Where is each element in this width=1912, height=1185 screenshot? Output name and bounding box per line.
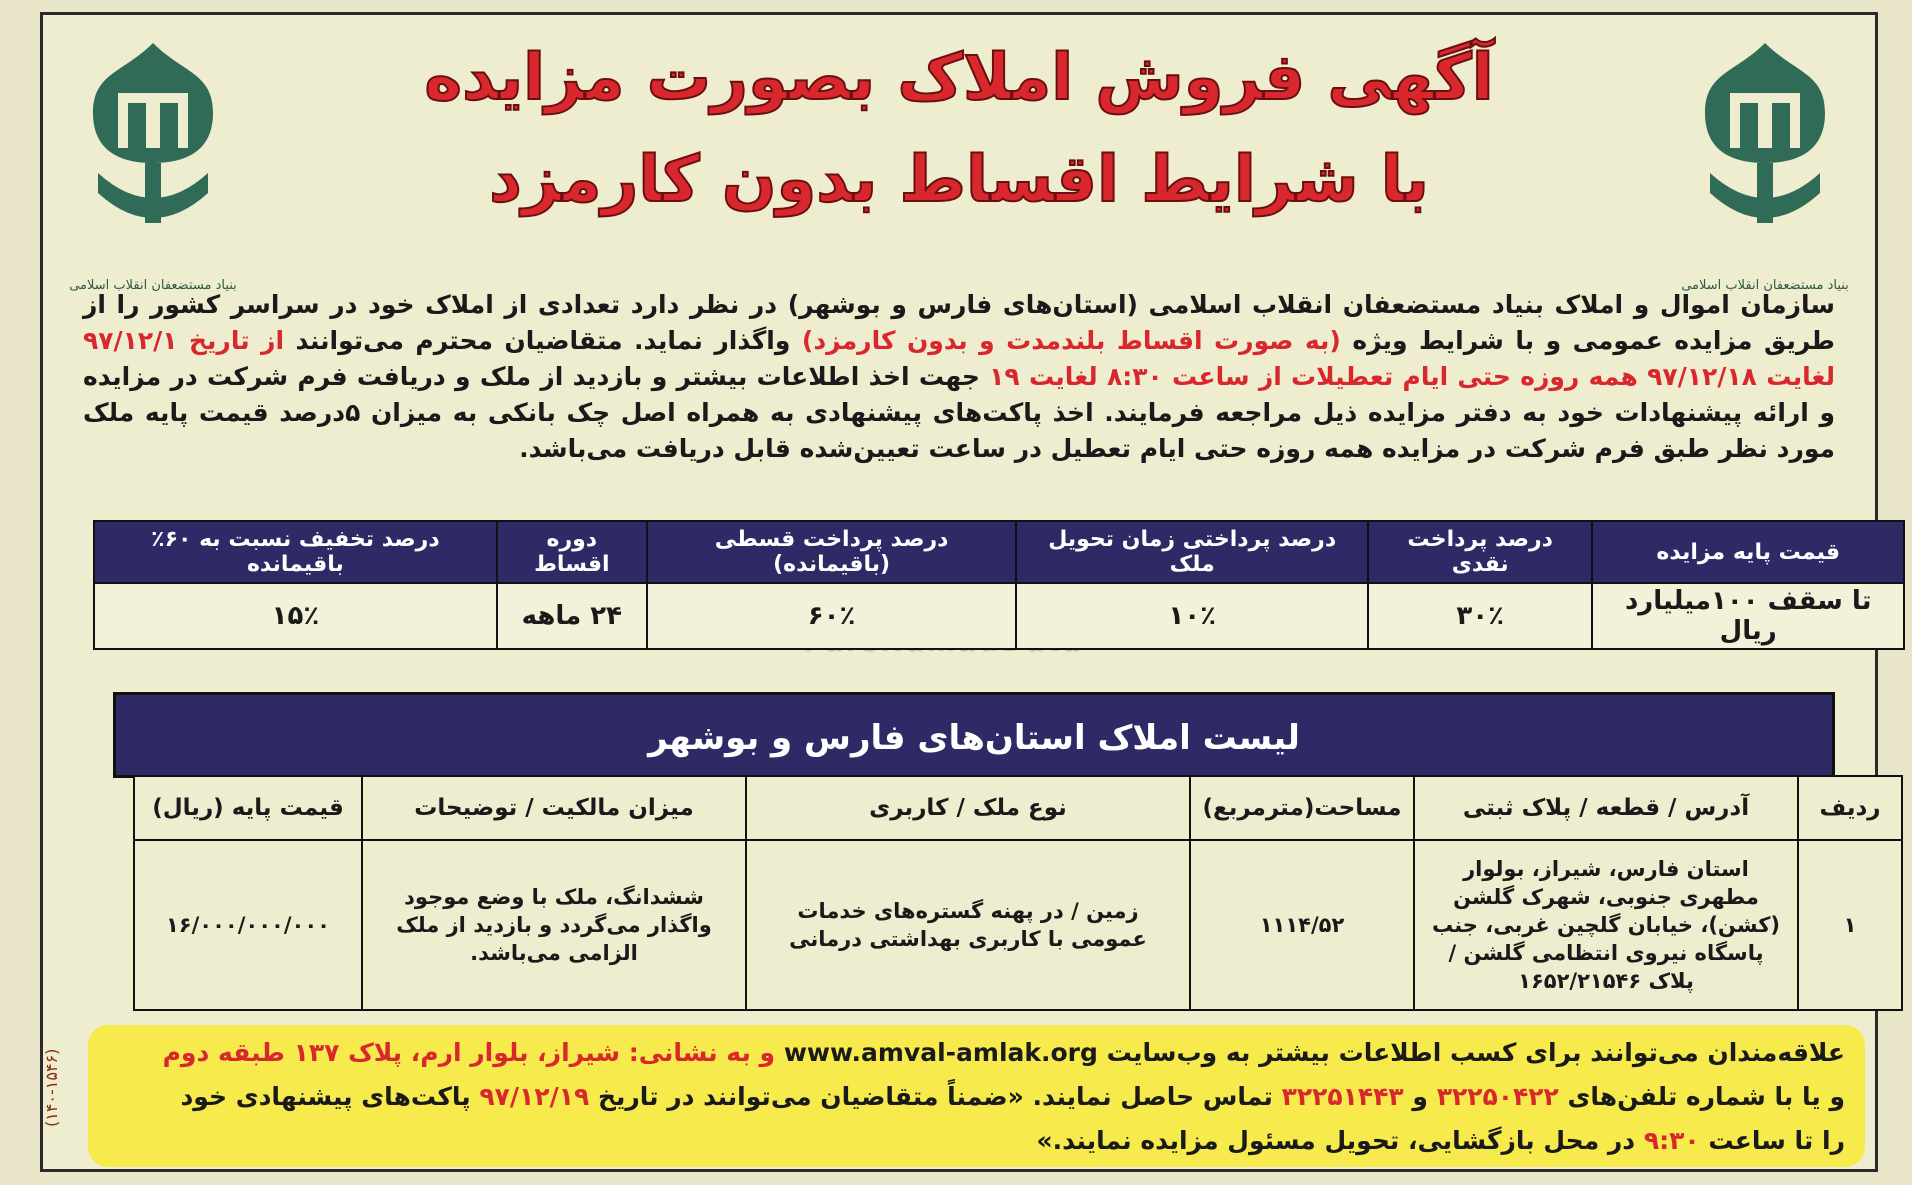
terms-value-row <box>94 583 1904 649</box>
foundation-logo-left <box>63 33 243 293</box>
header-base-price: قیمت پایه (ریال) <box>134 776 362 840</box>
row-type: زمین / در پهنه گستره‌های خدمات عمومی با کاربری بهداشتی درمانی <box>746 840 1190 1010</box>
intro-paragraph <box>83 287 1835 467</box>
terms-header-installment: درصد پرداخت قسطی (باقیمانده) <box>647 521 1017 583</box>
row-number: ۱ <box>1798 840 1902 1010</box>
header-address: آدرس / قطعه / پلاک ثبتی <box>1414 776 1798 840</box>
logo-caption: بنیاد مستضعفان انقلاب اسلامی <box>69 278 237 293</box>
table-row <box>134 840 1902 1010</box>
terms-base-price: تا سقف ۱۰۰میلیارد ریال <box>1592 583 1904 649</box>
foundation-emblem-icon <box>1675 33 1855 263</box>
row-address: استان فارس، شیراز، بولوار مطهری جنوبی، شهرک گلشن (کشن)، خیابان گلچین غربی، جنب پاسگاه نیروی انتظامی گلشن / پلاک ۱۶۵۲/۲۱۵۴۶ <box>1414 840 1798 1010</box>
advertisement-page <box>40 12 1881 1172</box>
terms-installment: ۶۰٪ <box>647 583 1017 649</box>
terms-delivery: ۱۰٪ <box>1016 583 1368 649</box>
headline-line-1: آگهی فروش املاک بصورت مزایده <box>424 41 1494 115</box>
row-ownership: ششدانگ، ملک با وضع موجود واگذار می‌گردد و بازدید از ملک الزامی می‌باشد. <box>362 840 746 1010</box>
footer-date: ۹۷/۱۲/۱۹ <box>479 1082 590 1111</box>
intro-highlight-installments: (به صورت اقساط بلندمدت و بدون کارمزد) <box>801 326 1341 355</box>
foundation-emblem-icon <box>63 33 243 263</box>
terms-header-row <box>94 521 1904 583</box>
footer-text-a: علاقه‌مندان می‌توانند برای کسب اطلاعات بیشتر به وب‌سایت <box>1106 1038 1845 1067</box>
intro-highlight-dates: از تاریخ ۹۷/۱۲/۱ لغایت ۹۷/۱۲/۱۸ همه روزه حتی ایام تعطیلات از ساعت ۸:۳۰ لغایت ۱۹ <box>83 326 1835 391</box>
property-header-row <box>134 776 1902 840</box>
terms-header-base-price: قیمت پایه مزایده <box>1592 521 1904 583</box>
ad-code: (۱۴۰-۱۵۴۶) <box>42 1048 61 1127</box>
footer-phone-2: ۳۲۲۵۱۴۴۳ <box>1281 1082 1404 1111</box>
terms-table <box>93 520 1905 650</box>
intro-text-1: سازمان اموال و املاک بنیاد مستضعفان انقلاب اسلامی (استان‌های فارس و بوشهر) در نظر دارد تعدادی از املاک خود در سراسر کشور را از طریق مزایده عمومی و با شرایط ویژه <box>83 290 1835 355</box>
footer-text-e: و <box>1412 1082 1428 1111</box>
foundation-logo-right <box>1675 33 1855 293</box>
intro-text-2: واگذار نماید. متقاضیان محترم می‌توانند <box>295 326 791 355</box>
footer-text-f: تماس حاصل نمایند. «ضمناً متقاضیان می‌توانند در تاریخ <box>597 1082 1273 1111</box>
footer-phone-1: ۳۲۲۵۰۴۲۲ <box>1436 1082 1559 1111</box>
footer-time: ۹:۳۰ <box>1643 1126 1700 1155</box>
terms-header-period: دوره اقساط <box>497 521 647 583</box>
footer-text-b: و به نشانی: <box>628 1038 776 1067</box>
footer-address: شیراز، بلوار ارم، پلاک ۱۳۷ طبقه دوم <box>162 1038 620 1067</box>
footer-text-h: در محل بازگشایی، تحویل مسئول مزایده نمایند.» <box>1036 1126 1636 1155</box>
terms-header-discount: درصد تخفیف نسبت به ۶۰٪ باقیمانده <box>94 521 497 583</box>
row-price: ۱۶/۰۰۰/۰۰۰/۰۰۰ <box>134 840 362 1010</box>
property-list-title: لیست املاک استان‌های فارس و بوشهر <box>113 692 1835 778</box>
header-area: مساحت(مترمربع) <box>1190 776 1414 840</box>
header-ownership: میزان مالکیت / توضیحات <box>362 776 746 840</box>
footer-text-g: پاکت‌های پیشنهادی خود را تا ساعت <box>180 1082 1845 1155</box>
header-row-number: ردیف <box>1798 776 1902 840</box>
terms-header-delivery: درصد پرداختی زمان تحویل ملک <box>1016 521 1368 583</box>
footer-text-d: و یا با شماره تلفن‌های <box>1567 1082 1845 1111</box>
contact-footer <box>88 1025 1865 1167</box>
terms-period: ۲۴ ماهه <box>497 583 647 649</box>
header-type: نوع ملک / کاربری <box>746 776 1190 840</box>
footer-website-link[interactable]: www.amval-amlak.org <box>783 1038 1098 1067</box>
headline-line-2: با شرایط اقساط بدون کارمزد <box>489 143 1429 217</box>
logo-caption: بنیاد مستضعفان انقلاب اسلامی <box>1681 278 1849 293</box>
terms-discount: ۱۵٪ <box>94 583 497 649</box>
intro-text-3: جهت اخذ اطلاعات بیشتر و بازدید از ملک و دریافت فرم شرکت در مزایده و ارائه پیشنهادات خود به دفتر مزایده ذیل مراجعه فرمایند. اخذ پاکت‌های پیشنهادی به همراه اصل چک بانکی به میزان ۵درصد قیمت پایه ملک مورد نظر طبق فرم شرکت در مزایده همه روزه حتی ایام تعطیل در ساعت تعیین‌شده قابل دریافت می‌باشد. <box>83 362 1835 463</box>
terms-header-cash: درصد پرداخت نقدی <box>1368 521 1592 583</box>
terms-cash: ۳۰٪ <box>1368 583 1592 649</box>
property-table <box>133 775 1903 1011</box>
row-area: ۱۱۱۴/۵۲ <box>1190 840 1414 1010</box>
